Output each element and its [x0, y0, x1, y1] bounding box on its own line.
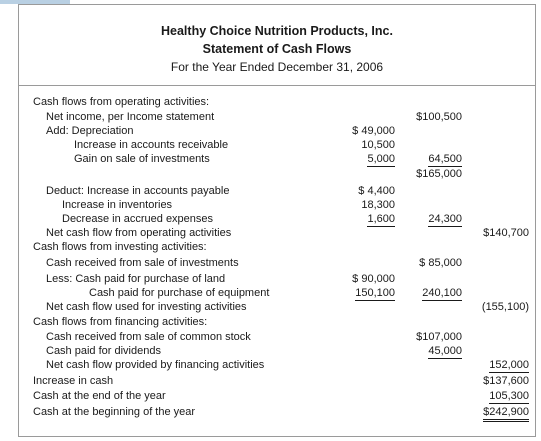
- amount-c1: $ 4,400: [358, 185, 395, 197]
- statement-line: [19, 167, 535, 181]
- amount-c3: 105,300: [489, 390, 529, 402]
- statement-line: [19, 212, 535, 226]
- statement-line: [19, 198, 535, 212]
- statement-line: [19, 152, 535, 166]
- amount-c1: 150,100: [355, 287, 395, 299]
- line-label: Increase in inventories: [62, 199, 173, 211]
- statement-line: [19, 358, 535, 372]
- amount-c2: 240,100: [422, 287, 462, 299]
- line-label: Deduct: Increase in accounts payable: [46, 185, 230, 197]
- line-label: Gain on sale of investments: [74, 153, 210, 165]
- amount-c2: $100,500: [416, 111, 462, 123]
- line-label: Cash paid for purchase of equipment: [89, 287, 270, 299]
- statement-line: [19, 95, 535, 109]
- amount-c2: 45,000: [428, 345, 462, 357]
- line-label: Decrease in accrued expenses: [62, 213, 214, 225]
- line-label: Less: Cash paid for purchase of land: [46, 273, 226, 285]
- statement-period: For the Year Ended December 31, 2006: [170, 60, 384, 74]
- statement-line: [19, 344, 535, 358]
- statement-line: [19, 389, 535, 403]
- amount-c2: 24,300: [428, 213, 462, 225]
- amount-c2: $165,000: [416, 168, 462, 180]
- amount-c3: 152,000: [489, 359, 529, 371]
- amount-c1: 10,500: [361, 139, 395, 151]
- line-label: Increase in cash: [33, 375, 114, 387]
- line-label: Cash received from sale of investments: [46, 257, 239, 269]
- statement-line: [19, 300, 535, 314]
- amount-c1: 1,600: [367, 213, 395, 225]
- amount-c2: $107,000: [416, 331, 462, 343]
- statement-line: [19, 240, 535, 254]
- line-label: Increase in accounts receivable: [74, 139, 229, 151]
- statement-line: [19, 330, 535, 344]
- line-label: Net income, per Income statement: [46, 111, 215, 123]
- statement-line: [19, 256, 535, 270]
- statement-line: [19, 110, 535, 124]
- line-label: Cash at the end of the year: [33, 390, 166, 402]
- amount-c3: $242,900: [483, 405, 529, 422]
- amount-c3: $140,700: [483, 227, 529, 239]
- line-label: Cash paid for dividends: [46, 345, 161, 357]
- amount-c2: 64,500: [428, 153, 462, 165]
- line-label: Cash flows from investing activities:: [33, 241, 207, 253]
- statement-line: [19, 124, 535, 138]
- amount-c2: $ 85,000: [419, 257, 462, 269]
- line-label: Add: Depreciation: [46, 125, 134, 137]
- amount-c1: $ 49,000: [352, 125, 395, 137]
- statement-frame: [18, 4, 536, 437]
- amount-c3: $137,600: [483, 375, 529, 387]
- amount-c3: (155,100): [481, 301, 529, 313]
- line-label: Cash at the beginning of the year: [33, 406, 196, 418]
- line-label: Net cash flow from operating activities: [46, 227, 232, 239]
- amount-c1: 5,000: [367, 153, 395, 165]
- statement-line: [19, 315, 535, 329]
- statement-line: [19, 138, 535, 152]
- statement-line: [19, 272, 535, 286]
- line-label: Net cash flow provided by financing activities: [46, 359, 265, 371]
- company-name: Healthy Choice Nutrition Products, Inc.: [161, 24, 393, 38]
- line-label: Cash flows from financing activities:: [33, 316, 208, 328]
- amount-c1: $ 90,000: [352, 273, 395, 285]
- statement-title: Statement of Cash Flows: [202, 42, 352, 56]
- line-label: Cash flows from operating activities:: [33, 96, 210, 108]
- statement-line: [19, 286, 535, 300]
- line-label: Cash received from sale of common stock: [46, 331, 251, 343]
- line-label: Net cash flow used for investing activities: [46, 301, 247, 313]
- statement-line: [19, 184, 535, 198]
- statement-line: [19, 405, 535, 419]
- statement-line: [19, 226, 535, 240]
- statement-header: [19, 5, 535, 86]
- statement-line: [19, 374, 535, 388]
- amount-c1: 18,300: [361, 199, 395, 211]
